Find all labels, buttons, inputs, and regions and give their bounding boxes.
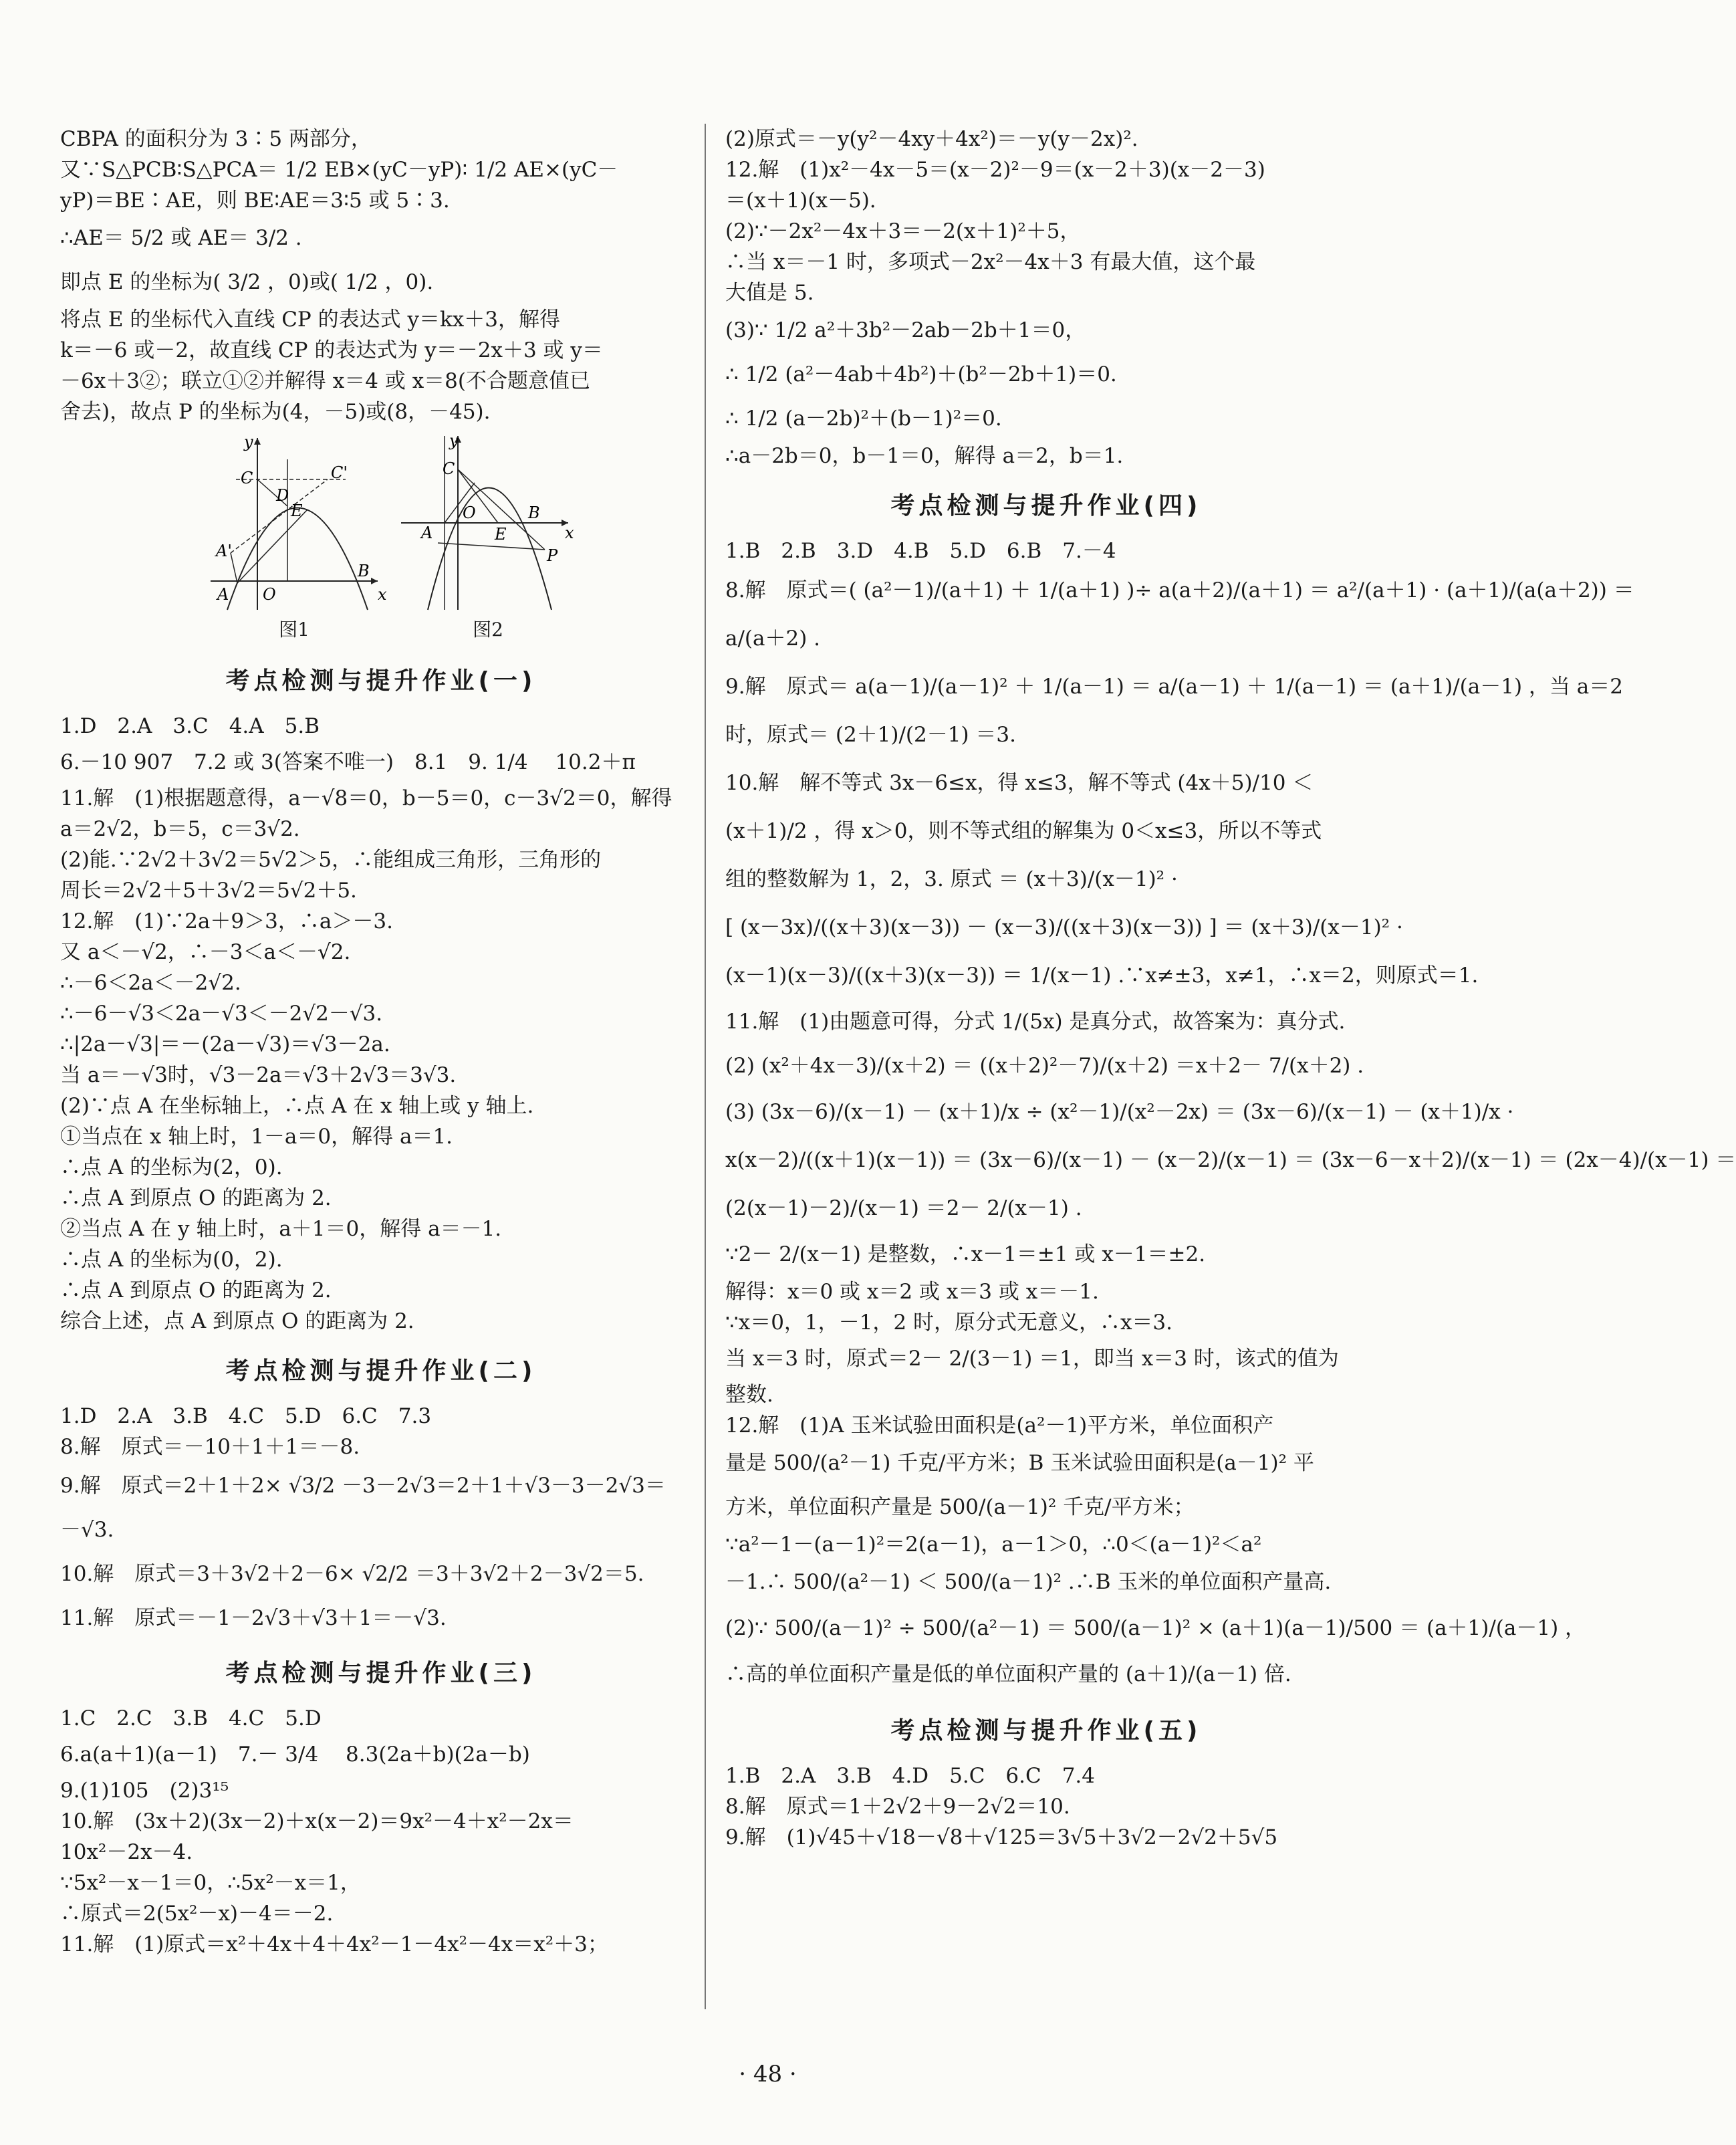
section-title-3: 考点检测与提升作业(三) xyxy=(225,1660,537,1687)
text-line: (3) (3x－6)/(x－1) － (x＋1)/x ÷ (x²－1)/(x²－2x) ＝ (3x－6)/(x－1) － (x＋1)/x · xyxy=(725,1100,1514,1124)
text-line: (3)∵ 1/2 a²＋3b²－2ab－2b＋1＝0， xyxy=(725,318,1086,342)
text-line: 解得：x＝0 或 x＝2 或 x＝3 或 x＝－1. xyxy=(725,1280,1099,1304)
text-line: 又 a＜－√2，∴－3＜a＜－√2. xyxy=(60,940,351,964)
text-line: 12.解 (1)x²－4x－5＝(x－2)²－9＝(x－2＋3)(x－2－3) xyxy=(725,158,1265,182)
text-line: 1.B 2.A 3.B 4.D 5.C 6.C 7.4 xyxy=(725,1764,1096,1788)
text-line: 6.－10 907 7.2 或 3(答案不唯一) 8.1 9. 1/4 10.2＋π xyxy=(60,750,636,774)
text-line: 8.解 原式＝1＋2√2＋9－2√2＝10. xyxy=(725,1795,1070,1819)
fig1-label-c-prime: C' xyxy=(331,463,348,482)
text-line: (x－1)(x－3)/((x＋3)(x－3)) ＝ 1/(x－1) .∵x≠±3，x≠1，∴x＝2，则原式＝1. xyxy=(725,964,1479,988)
left-column xyxy=(60,124,702,1960)
text-line: ∴|2a－√3|＝－(2a－√3)＝√3－2a. xyxy=(60,1032,390,1056)
text-line: 方米，单位面积产量是 500/(a－1)² 千克/平方米； xyxy=(725,1495,1195,1519)
text-line: 8.解 原式＝( (a²－1)/(a＋1) ＋ 1/(a＋1) )÷ a(a＋2)/(a＋1) ＝ a²/(a＋1) · (a＋1)/(a(a＋2)) ＝ xyxy=(725,578,1634,602)
text-line: 11.解 (1)由题意可得，分式 1/(5x) 是真分式，故答案为：真分式. xyxy=(725,1010,1346,1034)
fig1-label-b: B xyxy=(358,562,370,580)
text-line: 组的整数解为 1，2，3. 原式 ＝ (x＋3)/(x－1)² · xyxy=(725,867,1178,891)
text-line: 将点 E 的坐标代入直线 CP 的表达式 y＝kx＋3，解得 xyxy=(60,308,560,332)
figure-1-graph xyxy=(211,433,391,613)
text-line: 9.解 原式＝2＋1＋2× √3/2 －3－2√3＝2＋1＋√3－3－2√3＝ xyxy=(60,1474,666,1498)
text-line: yP)＝BE∶AE，则 BE∶AE＝3∶5 或 5∶3. xyxy=(60,189,450,213)
figure-2 xyxy=(401,433,582,622)
text-line: 大值是 5. xyxy=(725,281,814,305)
text-line: 10.解 原式＝3＋3√2＋2－6× √2/2 ＝3＋3√2＋2－3√2＝5. xyxy=(60,1562,644,1586)
fig1-label-a-prime: A' xyxy=(216,542,232,560)
text-line: 10.解 (3x＋2)(3x－2)＋x(x－2)＝9x²－4＋x²－2x＝ xyxy=(60,1809,574,1833)
text-line: 即点 E 的坐标为( 3/2 ，0)或( 1/2 ，0). xyxy=(60,270,434,294)
text-line: 又∵S△PCB∶S△PCA＝ 1/2 EB×(yC－yP)∶ 1/2 AE×(yC－ xyxy=(60,158,618,182)
text-line: 11.解 原式＝－1－2√3＋√3＋1＝－√3. xyxy=(60,1606,447,1630)
text-line: 舍去)，故点 P 的坐标为(4，－5)或(8，－45). xyxy=(60,400,491,424)
fig2-label-e: E xyxy=(495,525,507,544)
figures xyxy=(60,433,702,647)
fig2-label-p: P xyxy=(547,546,558,565)
text-line: ∴点 A 的坐标为(0，2). xyxy=(60,1248,283,1272)
text-line: (2)原式＝－y(y²－4xy＋4x²)＝－y(y－2x)². xyxy=(725,127,1138,151)
text-line: ∴点 A 到原点 O 的距离为 2. xyxy=(60,1186,332,1210)
fig1-label-e: E xyxy=(291,501,303,520)
text-line: 时，原式＝ (2＋1)/(2－1) ＝3. xyxy=(725,723,1016,747)
figure-2-graph xyxy=(401,433,582,613)
fig2-label-a: A xyxy=(421,524,433,542)
text-line: k＝－6 或－2，故直线 CP 的表达式为 y＝－2x＋3 或 y＝ xyxy=(60,338,603,362)
text-line: ∴AE＝ 5/2 或 AE＝ 3/2 . xyxy=(60,226,302,250)
text-line: 9.解 原式＝ a(a－1)/(a－1)² ＋ 1/(a－1) ＝ a/(a－1) ＋ 1/(a－1) ＝ (a＋1)/(a－1) ，当 a＝2 xyxy=(725,675,1623,699)
text-line: (2(x－1)－2)/(x－1) ＝2－ 2/(x－1) . xyxy=(725,1196,1082,1220)
section-title-2: 考点检测与提升作业(二) xyxy=(225,1357,537,1385)
text-line: ∴ 1/2 (a²－4ab＋4b²)＋(b²－2b＋1)＝0. xyxy=(725,362,1117,386)
text-line: ②当点 A 在 y 轴上时，a＋1＝0，解得 a＝－1. xyxy=(60,1217,502,1241)
section-title-1: 考点检测与提升作业(一) xyxy=(225,667,537,695)
text-line: 9.解 (1)√45＋√18－√8＋√125＝3√5＋3√2－2√2＋5√5 xyxy=(725,1825,1278,1849)
figure-1-caption: 图1 xyxy=(279,618,309,641)
text-line: CBPA 的面积分为 3∶5 两部分， xyxy=(60,127,372,151)
fig1-label-a: A xyxy=(217,585,229,604)
text-line: ∴高的单位面积产量是低的单位面积产量的 (a＋1)/(a－1) 倍. xyxy=(725,1662,1291,1686)
section-title-5: 考点检测与提升作业(五) xyxy=(890,1717,1202,1744)
text-line: ∵5x²－x－1＝0，∴5x²－x＝1， xyxy=(60,1871,361,1895)
text-line: 综合上述，点 A 到原点 O 的距离为 2. xyxy=(60,1309,414,1333)
text-line: 11.解 (1)原式＝x²＋4x＋4＋4x²－1－4x²－4x＝x²＋3； xyxy=(60,1932,608,1956)
text-line: ∴原式＝2(5x²－x)－4＝－2. xyxy=(60,1902,334,1926)
fig2-label-o: O xyxy=(463,503,476,522)
section-title-4: 考点检测与提升作业(四) xyxy=(890,492,1202,520)
text-line: ＝(x＋1)(x－5). xyxy=(725,189,876,213)
text-line: 10x²－2x－4. xyxy=(60,1840,193,1864)
text-line: －1.∴ 500/(a²－1) ＜ 500/(a－1)² .∴B 玉米的单位面积产量高. xyxy=(725,1570,1332,1594)
text-line: 当 a＝－√3时，√3－2a＝√3＋2√3＝3√3. xyxy=(60,1063,457,1087)
fig2-label-y: y xyxy=(449,431,459,450)
text-line: 12.解 (1)A 玉米试验田面积是(a²－1)平方米，单位面积产 xyxy=(725,1414,1274,1438)
text-line: 6.a(a＋1)(a－1) 7.－ 3/4 8.3(2a＋b)(2a－b) xyxy=(60,1742,530,1767)
fig1-label-o: O xyxy=(263,585,276,604)
text-line: 整数. xyxy=(725,1383,773,1407)
text-line: (2)∵点 A 在坐标轴上，∴点 A 在 x 轴上或 y 轴上. xyxy=(60,1094,534,1118)
text-line: －6x＋3②；联立①②并解得 x＝4 或 x＝8(不合题意值已 xyxy=(60,369,590,393)
fig1-label-y: y xyxy=(244,433,253,451)
text-line: [ (x－3x)/((x＋3)(x－3)) － (x－3)/((x＋3)(x－3)) ] ＝ (x＋3)/(x－1)² · xyxy=(725,915,1403,939)
text-line: ①当点在 x 轴上时，1－a＝0，解得 a＝1. xyxy=(60,1125,453,1149)
column-divider xyxy=(705,124,706,2009)
text-line: ∴－6＜2a＜－2√2. xyxy=(60,971,241,995)
text-line: 11.解 (1)根据题意得，a－√8＝0，b－5＝0，c－3√2＝0，解得 xyxy=(60,786,672,810)
text-line: 1.D 2.A 3.C 4.A 5.B xyxy=(60,714,320,738)
fig2-label-c: C xyxy=(443,459,455,478)
text-line: ∴a－2b＝0，b－1＝0，解得 a＝2，b＝1. xyxy=(725,444,1124,468)
figure-2-caption: 图2 xyxy=(473,618,503,641)
text-line: a/(a＋2) . xyxy=(725,627,821,651)
text-line: a＝2√2，b＝5，c＝3√2. xyxy=(60,817,300,841)
text-line: 1.B 2.B 3.D 4.B 5.D 6.B 7.－4 xyxy=(725,539,1116,563)
fig1-label-c: C xyxy=(241,469,253,487)
text-line: ∴当 x＝－1 时，多项式－2x²－4x＋3 有最大值，这个最 xyxy=(725,250,1256,274)
figure-1 xyxy=(211,433,391,622)
fig2-label-x: x xyxy=(565,524,574,542)
fig1-label-d: D xyxy=(276,486,289,505)
text-line: ∴点 A 的坐标为(2，0). xyxy=(60,1155,283,1179)
text-line: 8.解 原式＝－10＋1＋1＝－8. xyxy=(60,1435,360,1459)
text-line: (2)能.∵2√2＋3√2＝5√2＞5，∴能组成三角形，三角形的 xyxy=(60,848,602,872)
text-line: (2)∵－2x²－4x＋3＝－2(x＋1)²＋5， xyxy=(725,219,1081,243)
text-line: ∴ 1/2 (a－2b)²＋(b－1)²＝0. xyxy=(725,407,1002,431)
text-line: 1.C 2.C 3.B 4.C 5.D xyxy=(60,1706,322,1730)
text-line: ∵x＝0，1，－1，2 时，原分式无意义，∴x＝3. xyxy=(725,1311,1173,1335)
text-line: (2) (x²＋4x－3)/(x＋2) ＝ ((x＋2)²－7)/(x＋2) ＝x＋2－ 7/(x＋2) . xyxy=(725,1054,1364,1078)
text-line: 量是 500/(a²－1) 千克/平方米；B 玉米试验田面积是(a－1)² 平 xyxy=(725,1451,1314,1475)
text-line: ∵a²－1－(a－1)²＝2(a－1)，a－1＞0，∴0＜(a－1)²＜a² xyxy=(725,1533,1262,1557)
text-line: 9.(1)105 (2)3¹⁵ xyxy=(60,1779,229,1803)
text-line: 12.解 (1)∵2a＋9＞3，∴a＞－3. xyxy=(60,909,393,933)
right-column xyxy=(725,124,1736,1853)
text-line: x(x－2)/((x＋1)(x－1)) ＝ (3x－6)/(x－1) － (x－2)/(x－1) ＝ (3x－6－x＋2)/(x－1) ＝ (2x－4)/(x－1) ＝ xyxy=(725,1148,1736,1172)
text-line: 当 x＝3 时，原式＝2－ 2/(3－1) ＝1，即当 x＝3 时，该式的值为 xyxy=(725,1347,1339,1371)
text-line: (x＋1)/2 ，得 x＞0，则不等式组的解集为 0＜x≤3，所以不等式 xyxy=(725,819,1322,843)
fig2-label-b: B xyxy=(528,503,540,522)
text-line: 1.D 2.A 3.B 4.C 5.D 6.C 7.3 xyxy=(60,1404,432,1428)
text-line: 周长＝2√2＋5＋3√2＝5√2＋5. xyxy=(60,879,357,903)
fig1-label-x: x xyxy=(378,585,387,604)
text-line: (2)∵ 500/(a－1)² ÷ 500/(a²－1) ＝ 500/(a－1)² × (a＋1)(a－1)/500 ＝ (a＋1)/(a－1) ， xyxy=(725,1616,1586,1640)
text-line: ∴－6－√3＜2a－√3＜－2√2－√3. xyxy=(60,1002,383,1026)
page-number: · 48 · xyxy=(739,2061,797,2087)
text-line: ∵2－ 2/(x－1) 是整数，∴x－1＝±1 或 x－1＝±2. xyxy=(725,1242,1206,1266)
text-line: ∴点 A 到原点 O 的距离为 2. xyxy=(60,1278,332,1303)
text-line: 10.解 解不等式 3x－6≤x，得 x≤3，解不等式 (4x＋5)/10 ＜ xyxy=(725,771,1314,795)
text-line: －√3. xyxy=(60,1518,114,1542)
